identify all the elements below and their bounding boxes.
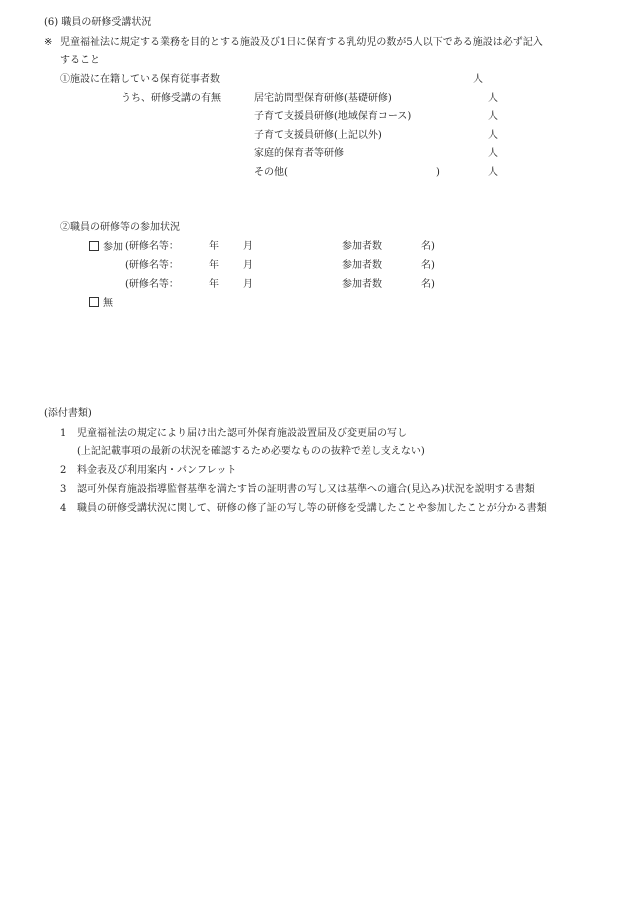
training-name-label: (研修名等： <box>125 241 179 252</box>
none-checkbox[interactable] <box>89 297 99 307</box>
training-name-label: (研修名等： <box>125 279 179 290</box>
attachment-number: 1 <box>60 428 67 439</box>
participants-label: 参加者数 <box>342 260 382 271</box>
month-label: 月 <box>243 279 253 290</box>
training-status-label: うち、研修受講の有無 <box>121 93 221 104</box>
note-text-line2: すること <box>60 55 100 66</box>
attachment-text-note: (上記記載事項の最新の状況を確認するため必要なものの抜粋で差し支えない) <box>77 446 425 457</box>
month-label: 月 <box>243 241 253 252</box>
training-name-other: その他( <box>254 167 288 178</box>
attachment-text: 認可外保育施設指導監督基準を満たす旨の証明書の写し又は基準への適合(見込み)状況を説明する書類 <box>77 484 535 495</box>
attachments-heading: (添付書類) <box>44 408 92 419</box>
note-text-line1: 児童福祉法に規定する業務を目的とする施設及び1日に保育する乳幼児の数が5人以下である施設は必ず記入 <box>60 37 543 48</box>
training-name: 子育て支援員研修(地域保育コース) <box>254 111 412 122</box>
training-unit: 人 <box>488 167 498 178</box>
none-label: 無 <box>103 298 113 309</box>
year-label: 年 <box>209 260 219 271</box>
attachment-text: 児童福祉法の規定により届け出た認可外保育施設設置届及び変更届の写し <box>77 428 407 439</box>
staff-count-label: ①施設に在籍している保育従事者数 <box>60 74 220 85</box>
count-unit: 名) <box>421 279 435 290</box>
section-heading: (6) 職員の研修受講状況 <box>44 17 152 28</box>
month-label: 月 <box>243 260 253 271</box>
year-label: 年 <box>209 241 219 252</box>
training-name: 居宅訪問型保育研修(基礎研修) <box>254 93 392 104</box>
attachment-number: 2 <box>60 465 67 476</box>
training-unit: 人 <box>488 93 498 104</box>
training-unit: 人 <box>488 130 498 141</box>
note-mark: ※ <box>44 37 53 48</box>
attachment-number: 4 <box>60 503 67 514</box>
training-other-close: ) <box>436 167 440 178</box>
training-unit: 人 <box>488 111 498 122</box>
none-row <box>89 297 113 310</box>
year-label: 年 <box>209 279 219 290</box>
attachment-text: 職員の研修受講状況に関して、研修の修了証の写し等の研修を受講したことや参加したことが分かる書類 <box>77 503 547 514</box>
attachment-text: 料金表及び利用案内・パンフレット <box>77 465 237 476</box>
count-unit: 名) <box>421 260 435 271</box>
participate-label: 参加 <box>103 242 123 253</box>
participation-row <box>89 241 123 254</box>
attachment-number: 3 <box>60 484 67 495</box>
count-unit: 名) <box>421 241 435 252</box>
training-name: 子育て支援員研修(上記以外) <box>254 130 382 141</box>
participation-label: ②職員の研修等の参加状況 <box>60 222 180 233</box>
staff-count-unit: 人 <box>473 74 483 85</box>
training-name-label: (研修名等： <box>125 260 179 271</box>
participants-label: 参加者数 <box>342 241 382 252</box>
training-name: 家庭的保育者等研修 <box>254 148 344 159</box>
training-unit: 人 <box>488 148 498 159</box>
participants-label: 参加者数 <box>342 279 382 290</box>
participate-checkbox[interactable] <box>89 241 99 251</box>
